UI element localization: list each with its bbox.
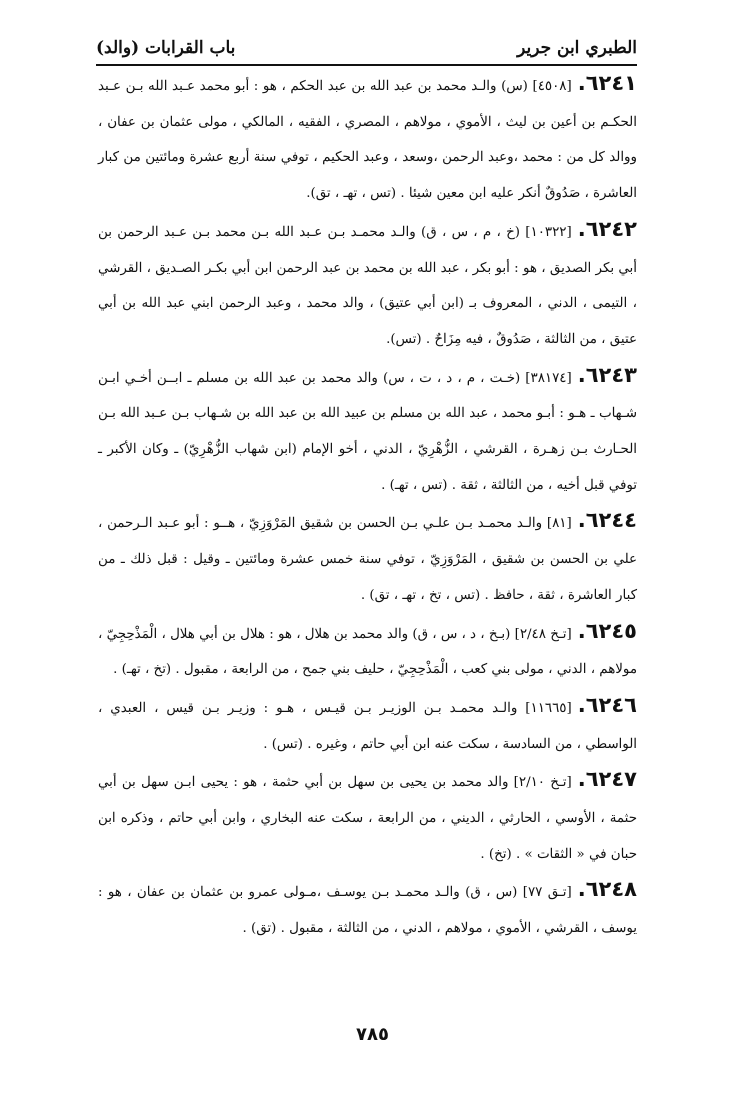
entry-text: [١٠٣٢٢] (خ ، م ، س ، ق) والـد محمـد بـن عـبد الله بـن محمد بـن عـبد الرحمن بن أبي بكر الصديق ، هو : أبو بكر ، عبد الله بن محمد بن عبد الرحمن ابن أبي بكـر الصـديق ، القرشي ، التيمى ، الدني ، المعروف بـ (ابن أبي عتيق) ، والد محمد ، وعبد الرحمن ابني عبد الله بن أبي عتيق ، من الثالثة ، صَدُوقٌ ، فيه مِزَاحٌ . (تس). <box>98 224 637 347</box>
entry-number: ٦٢٤١. <box>577 71 637 95</box>
entry-text: [١١٦٦٥] والـد محمـد بـن الوزيـر بـن قيـس ، هـو : وزيـر بـن قيس ، العبدي ، الواسطي ، من السادسة ، سكت عنه ابن أبي حاتم ، وغيره . (تس) . <box>98 700 637 752</box>
entry-number: ٦٢٤٥. <box>577 618 637 643</box>
entry-number: ٦٢٤٧. <box>577 767 637 792</box>
book-title: الطبري ابن جرير <box>517 38 637 58</box>
entry-number: ٦٢٤٦. <box>577 692 637 717</box>
entry-number: ٦٢٤٨. <box>577 877 637 902</box>
page-number: ٧٨٥ <box>356 1024 389 1045</box>
entry-number: ٦٢٤٤. <box>577 508 637 533</box>
entry-text: [٣٨١٧٤] (خـت ، م ، د ، ت ، س) والد محمد بن عبد الله بن مسلم ـ ابــن أخـي ابـن شـهاب ـ هـو : أبـو محمد ، عبد الله بن مسلم بن عبيد الله بن عبد الله بن شـهاب بـن عـبد الله بـن الحـارث بـن زهـرة ، القرشي ، الزُّهْرِيّ ، الدني ، أخو الإمام (ابن شهاب الزُّهْرِيّ) ـ وكان الأكبر ـ توفي قبل أخيه ، من الثالثة ، ثقة . (تس ، تهـ) . <box>98 370 637 493</box>
entry-number: ٦٢٤٢. <box>577 216 637 241</box>
entry <box>98 358 637 504</box>
running-header <box>96 28 637 66</box>
entry-text: [٨١] والـد محمـد بـن علـي بـن الحسن بن شقيق المَرْوَزِيّ ، هــو : أبو عـبد الـرحمن ، علي بن الحسن بن شقيق ، المَرْوَزِيّ ، توفي سنة خمس عشرة ومائتين ـ وقيل : قبل ذلك ـ من كبار العاشرة ، ثقة ، حافظ . (تس ، تخ ، تهـ ، تق) . <box>98 516 637 603</box>
entry <box>98 212 637 358</box>
entries-list <box>98 66 637 947</box>
chapter-title: باب القرابات (والد) <box>96 38 236 58</box>
entry-text: [٤٥٠٨] (س) والـد محمد بن عبد الله بن عبد الحكم ، هو : أبو محمد عـبد الله بـن عـبد الحكـم بن أعين بن ليث ، الأموي ، مولاهم ، المصري ، الفقيه ، المالكي ، مولى عثمان بن عفان ، ووالد كل من : محمد ،وعبد الرحمن ،وسعد ، وعبد الحكيم ، توفي سنة أربع عشرة ومائتين من كبار العاشرة ، صَدُوقٌ أنكر عليه ابن معين شيئا . (تس ، تهـ ، تق). <box>98 79 637 202</box>
entry-text: [تـق ٧٧] (س ، ق) والـد محمـد بـن يوسـف ،مـولى عمرو بن عثمان بن عفان ، هو : يوسف ، القرشي ، الأموي ، مولاهم ، الدني ، من الثالثة ، مقبول . (تق) . <box>98 885 637 937</box>
entry <box>98 503 637 613</box>
entry <box>98 762 637 872</box>
entry <box>98 614 637 688</box>
entry <box>98 66 637 212</box>
entry-number: ٦٢٤٣. <box>577 362 637 387</box>
entry <box>98 688 637 762</box>
entry <box>98 872 637 946</box>
entry-text: [تـخ ٢/٤٨] (بـخ ، د ، س ، ق) والد محمد بن هلال ، هو : هلال بن أبي هلال ، الْمَذْحِجِيّ ، مولاهم ، الدني ، مولى بني كعب ، الْمَذْحِجِيّ ، حليف بني جمح ، من الرابعة ، مقبول . (تخ ، تهـ) . <box>98 626 637 678</box>
entry-text: [تـخ ٢/١٠] والد محمد بن يحيى بن سهل بن أبي حثمة ، هو : يحيى ابـن سهل بن أبي حثمة ، الأوسي ، الحارثي ، الديني ، من الرابعة ، سكت عنه البخاري ، وابن أبي حاتم ، وذكره ابن حبان في « الثقات » . (تخ) . <box>98 775 637 862</box>
